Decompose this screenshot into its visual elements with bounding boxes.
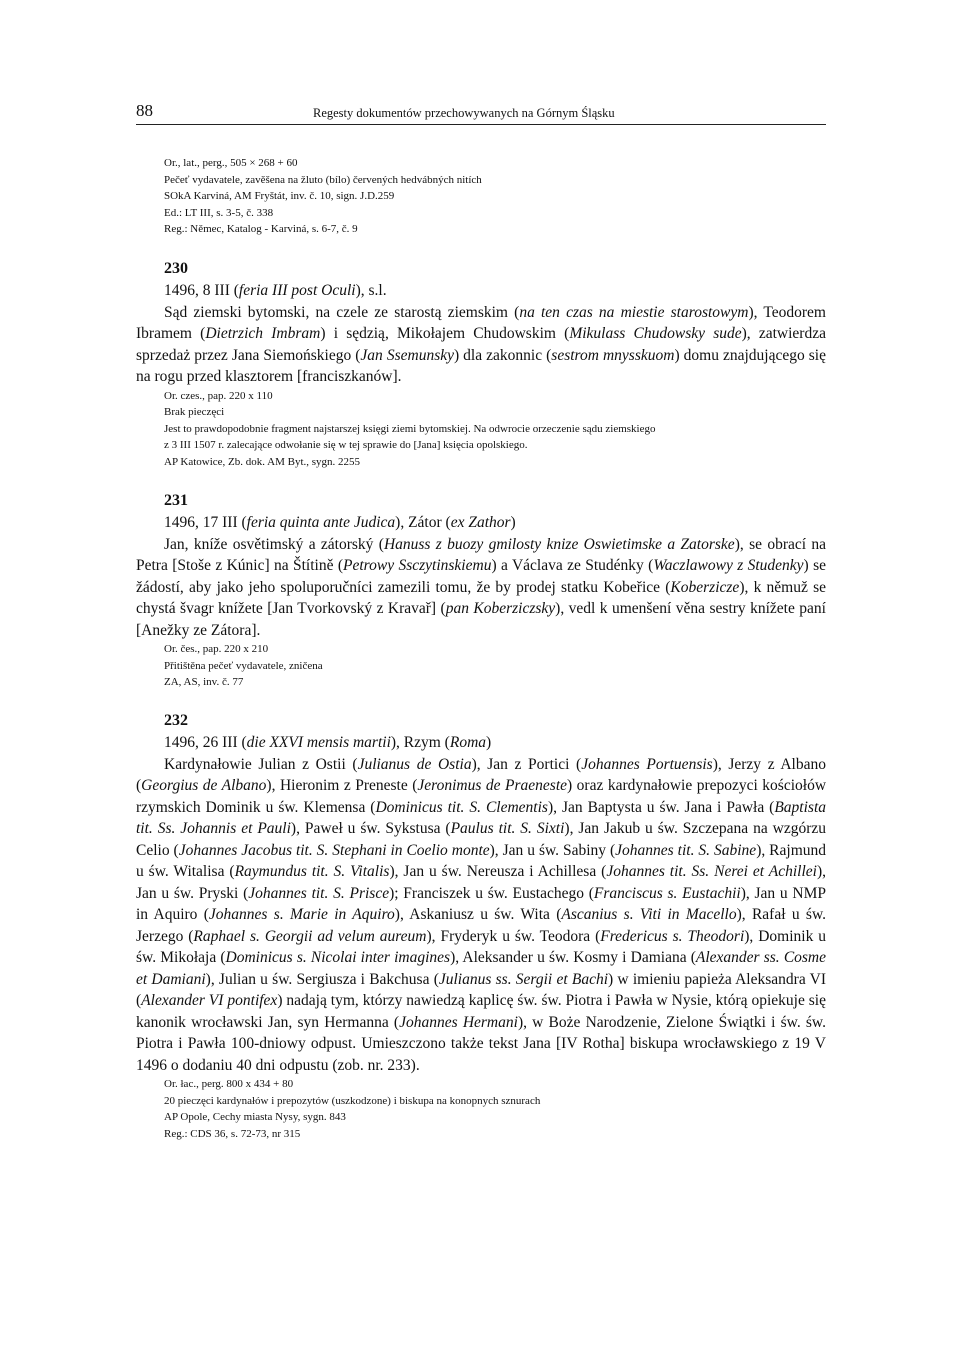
preceding-entry-notes <box>136 155 854 238</box>
note-line: Přitištěna pečeť vydavatele, zničena <box>164 659 323 672</box>
note-line: AP Opole, Cechy miasta Nysy, sygn. 843 <box>164 1111 346 1123</box>
entry-232 <box>136 710 826 1142</box>
entry-notes <box>136 388 826 471</box>
entry-notes <box>136 1076 826 1142</box>
entry-summary: Sąd ziemski bytomski, na czele ze starostą ziemskim (na ten czas na miestie starostowym), Teodorem Ibramem (Dietrzich Imbram) i sędzią, Mikołajem Chudowskim (Mikulass Chudowsky sude), zatwierdza sprzedaż przez Jana Siemońskiego (Jan Ssemunsky) dla zakonnic (sestrom mnysskuom) domu znajdującego się na rogu przed klasztorem [franciszkanów]. <box>136 303 826 385</box>
note-line: Or. čes., pap. 220 x 210 <box>164 643 269 655</box>
note-line: Jest to prawdopodobnie fragment najstarszej księgi ziemi bytomskiej. Na odwrocie orzeczenie sądu ziemskiego <box>164 422 656 435</box>
note-line: AP Katowice, Zb. dok. AM Byt., sygn. 2255 <box>164 455 361 468</box>
note-line: Or. łac., perg. 800 x 434 + 80 <box>164 1078 294 1090</box>
entry-notes <box>136 641 826 691</box>
note-line: Brak pieczęci <box>164 406 225 418</box>
note-line: z 3 III 1507 r. zalecające odwołanie się w tej sprawie do [Jana] księcia opolskiego. <box>164 439 528 451</box>
entry-number: 230 <box>164 260 188 277</box>
entry-230 <box>136 258 826 470</box>
entry-231 <box>136 490 826 691</box>
note-line: Ed.: LT III, s. 3-5, č. 338 <box>164 206 274 219</box>
entry-date: 1496, 17 III (feria quinta ante Judica), Zátor (ex Zathor) <box>164 514 516 531</box>
entry-number: 231 <box>164 492 188 509</box>
note-line: Or., lat., perg., 505 × 268 + 60 <box>164 157 298 169</box>
page-number: 88 <box>136 101 153 120</box>
entry-date: 1496, 8 III (feria III post Oculi), s.l. <box>164 282 387 299</box>
note-line: Pečeť vydavatele, zavěšena na žluto (bílo) červených hedvábných nitích <box>164 173 482 186</box>
note-line: SOkA Karviná, AM Fryštát, inv. č. 10, sign. J.D.259 <box>164 190 395 202</box>
entry-summary: Jan, kníže osvětimský a zátorský (Hanuss z buozy gmilosty knize Oswietimske a Zatorske), se obrací na Petra [Stoše z Kúnic] na Štítině (Petrowy Ssczytinskiemu) a Václava ze Studénky (Waczlawowy z Studenky) se žádostí, aby jako jeho spoluporučníci zamezili tomu, že by prodej statku Kobeřice (Koberzicze), k němuž se chystá švagr knížete [Jan Tvorkovský z Kravař] (pan Koberziczsky), vedl k umenšení věna sestry knížete paní [Anežky ze Zátora]. <box>136 535 827 639</box>
note-line: Reg.: Němec, Katalog - Karviná, s. 6-7, č. 9 <box>164 223 358 235</box>
entry-summary: Kardynałowie Julian z Ostii (Julianus de Ostia), Jan z Portici (Johannes Portuensis), Jerzy z Albano (Georgius de Albano), Hieronim z Preneste (Jeronimus de Praeneste) oraz kardynałowie prepozyci kościołów rzymskich Dominik u św. Klemensa (Dominicus tit. S. Clementis), Jan Baptysta u św. Jana i Pawła (Baptista tit. Ss. Johannis et Pauli), Paweł u św. Sykstusa (Paulus tit. S. Sixti), Jan Jakub u św. Szczepana na wzgórzu Celio (Johannes Jacobus tit. S. Stephani in Coelio monte), Jan u św. Sabiny (Johannes tit. S. Sabine), Rajmund u św. Witalisa (Raymundus tit. S. Vitalis), Jan u św. Nereusza i Achillesa (Johannes tit. Ss. Nerei et Achillei), Jan u św. Pryski (Johannes tit. S. Prisce); Franciszek u św. Eustachego (Franciscus s. Eustachii), Jan u NMP in Aquiro (Johannes s. Marie in Aquiro), Askaniusz u św. Wita (Ascanius s. Viti in Macello), Rafał u św. Jerzego (Raphael s. Georgii ad velum aureum), Fryderyk u św. Teodora (Fredericus s. Theodori), Dominik u św. Mikołaja (Dominicus s. Nicolai inter imagines), Aleksander u św. Kosmy i Damiana (Alexander ss. Cosme et Damiani), Julian u św. Sergiusza i Bakchusa (Julianus ss. Sergii et Bachi) w imieniu papieża Aleksandra VI (Alexander VI pontifex) nadają tym, którzy nawiedzą kaplicę św. św. Piotra i Pawła w Nysie, którą opiekuje się kanonik wrocławski Jan, syn Hermanna (Johannes Hermani), w Boże Narodzenie, Zielone Świątki i św. św. Piotra i Pawła 100-dniowy odpust. Umieszczono także tekst Jana [IV Rotha] biskupa wrocławskiego z 19 V 1496 o dodaniu 40 dni odpustu (zob. nr. 233). <box>136 755 827 1074</box>
running-title: Regesty dokumentów przechowywanych na Górnym Śląsku <box>313 106 615 120</box>
entry-date: 1496, 26 III (die XXVI mensis martii), Rzym (Roma) <box>164 734 492 751</box>
note-line: Reg.: CDS 36, s. 72-73, nr 315 <box>164 1127 301 1140</box>
note-line: Or. czes., pap. 220 x 110 <box>164 389 273 402</box>
entry-number: 232 <box>164 712 188 729</box>
header-rule <box>136 124 826 125</box>
note-line: 20 pieczęci kardynałów i prepozytów (uszkodzone) i biskupa na konopnych sznurach <box>164 1094 541 1107</box>
note-line: ZA, AS, inv. č. 77 <box>164 676 244 688</box>
